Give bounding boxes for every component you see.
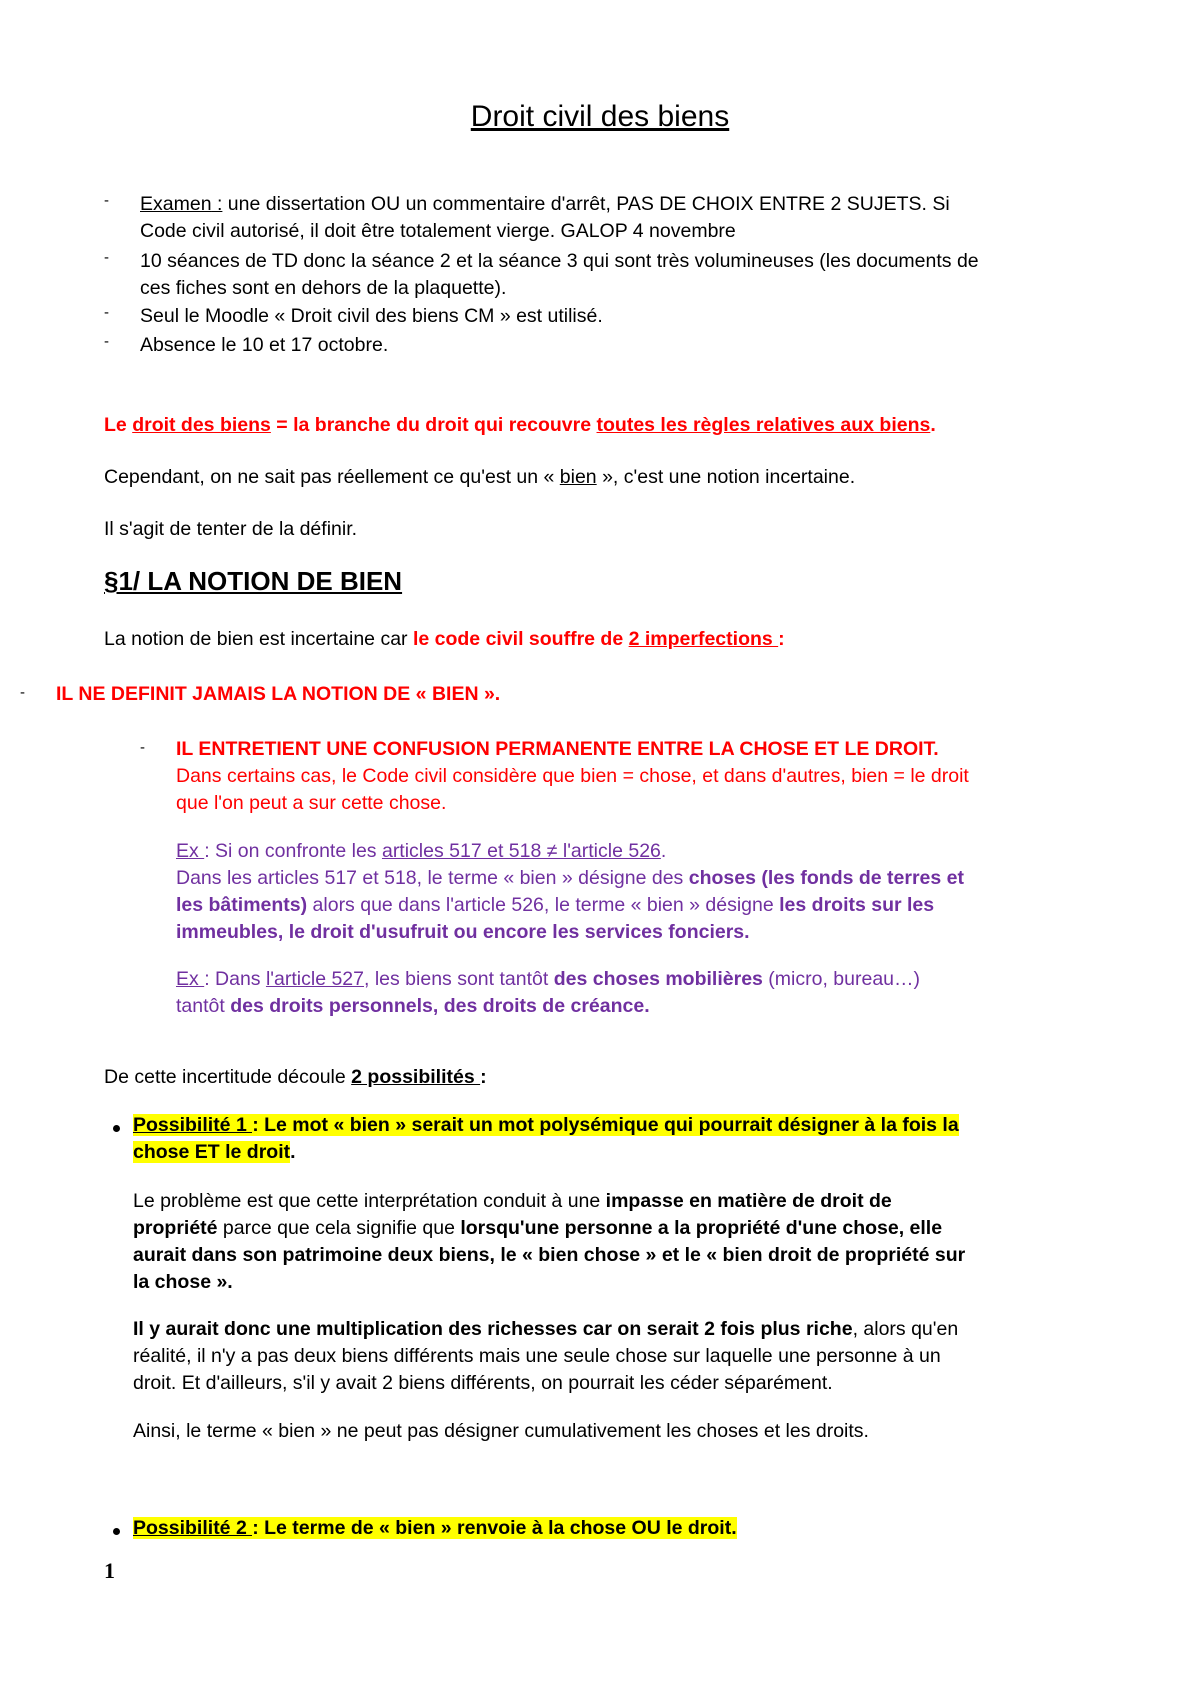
article-527-reference: l'article 527 [265,968,364,990]
section-heading-1: §1/ LA NOTION DE BIEN [104,566,403,596]
paragraph-notion: La notion de bien est incertaine car le code civil souffre de 2 imperfections : [104,628,785,650]
list-dash: - [104,249,109,266]
possibility-1: Possibilité 1 : Le mot « bien » serait un mot polysémique qui pourrait désigner à la fois la chose ET le droit. [133,1114,959,1163]
possibilities-intro: De cette incertitude découle 2 possibilités : [104,1066,487,1088]
page-title: Droit civil des biens [470,100,730,133]
definition-rules: toutes les règles relatives aux biens [596,414,931,436]
page-number: 1 [104,1558,115,1583]
exam-label: Examen [140,193,212,215]
info-item-absence: Absence le 10 et 17 octobre. [140,334,389,356]
list-dash: - [140,739,145,756]
imperfection-1: IL NE DEFINIT JAMAIS LA NOTION DE « BIEN ». [56,683,501,705]
list-dash: - [104,333,109,350]
possibility-1-problem: Le problème est que cette interprétation conduit à une impasse en matière de droit de propriété parce que cela signifie que lorsqu'une personne a la propriété d'une chose, elle aurait dans son patrimoine deux biens, le « bien chose » et le « bien droit de propriété sur la chose ». [133,1190,966,1293]
info-item-moodle: Seul le Moodle « Droit civil des biens CM » est utilisé. [140,305,603,327]
list-dash: - [104,192,109,209]
possibility-2: Possibilité 2 : Le terme de « bien » renvoie à la chose OU le droit. [133,1517,737,1539]
possibility-1-conclusion: Ainsi, le terme « bien » ne peut pas désigner cumulativement les choses et les droits. [133,1420,869,1442]
possibility-1-multiplication: Il y aurait donc une multiplication des richesses car on serait 2 fois plus riche, alors qu'en réalité, il n'y a pas deux biens différents mais une seule chose sur laquelle une personne à un droit. Et d'ailleurs, s'il y avait 2 biens différents, on pourrait les céder séparément. [133,1318,959,1394]
paragraph-cependant: Cependant, on ne sait pas réellement ce qu'est un « bien », c'est une notion incertaine. [104,466,856,488]
bullet-icon [113,1125,120,1132]
info-item-exam: Examen : une dissertation OU un commentaire d'arrêt, PAS DE CHOIX ENTRE 2 SUJETS. Si Code civil autorisé, il doit être totalement vierge. GALOP 4 novembre [140,193,950,242]
bullet-icon [113,1528,120,1535]
imperfection-2: IL ENTRETIENT UNE CONFUSION PERMANENTE ENTRE LA CHOSE ET LE DROIT. Dans certains cas, le Code civil considère que bien = chose, et dans d'autres, bien = le droit que l'on peut a sur cette chose. [176,738,969,814]
definition-term: droit des biens [132,414,271,436]
list-dash: - [20,684,25,701]
list-dash: - [104,304,109,321]
paragraph-definir: Il s'agit de tenter de la définir. [104,518,358,540]
imperfection-2-title: IL ENTRETIENT UNE CONFUSION PERMANENTE ENTRE LA CHOSE ET LE DROIT. [176,738,939,760]
articles-reference: articles 517 et 518 ≠ l'article 526 [381,840,661,862]
example-1: Ex : Si on confronte les articles 517 et 518 ≠ l'article 526. Dans les articles 517 et 518, le terme « bien » désigne des choses (les fonds de terres et les bâtiments) alors que dans l'article 526, le terme « bien » désigne les droits sur les immeubles, le droit d'usufruit ou encore les services fonciers. [176,840,965,943]
info-item-td: 10 séances de TD donc la séance 2 et la séance 3 qui sont très volumineuses (les documents de ces fiches sont en dehors de la plaquette). [140,250,979,299]
example-2: Ex : Dans l'article 527, les biens sont tantôt des choses mobilières (micro, bureau…) tantôt des droits personnels, des droits de créance. [176,968,921,1017]
definition-line: Le droit des biens = la branche du droit qui recouvre toutes les règles relatives aux biens. [104,414,936,436]
